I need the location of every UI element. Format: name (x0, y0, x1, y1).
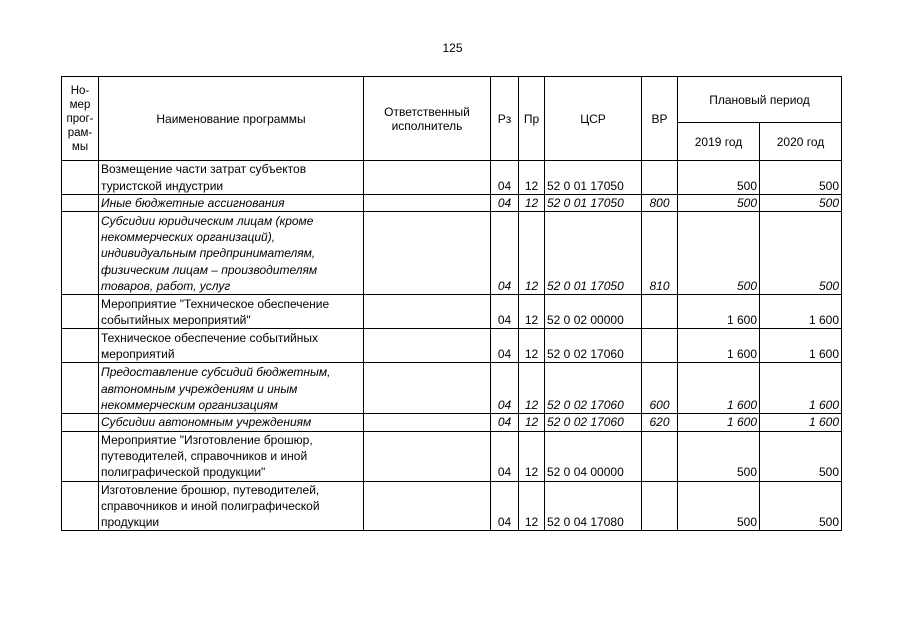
row-program-name: Техническое обеспечение событийных мероприятий (99, 329, 364, 363)
row-csr: 52 0 02 17060 (545, 414, 642, 431)
row-program-number (62, 329, 99, 363)
row-pr: 12 (519, 329, 545, 363)
row-value-2020: 500 (760, 195, 842, 212)
header-csr: ЦСР (545, 77, 642, 161)
row-program-number (62, 414, 99, 431)
row-value-2020: 1 600 (760, 363, 842, 414)
table-row (62, 414, 842, 431)
header-pr: Пр (519, 77, 545, 161)
row-executor (364, 161, 491, 195)
header-year-2020: 2020 год (760, 123, 842, 161)
table-row (62, 161, 842, 195)
header-year-2019: 2019 год (678, 123, 760, 161)
row-vr (642, 481, 678, 531)
row-executor (364, 195, 491, 212)
row-program-name: Субсидии автономным учреждениям (99, 414, 364, 431)
row-vr: 810 (642, 212, 678, 295)
row-executor (364, 431, 491, 481)
row-pr: 12 (519, 212, 545, 295)
row-csr: 52 0 04 00000 (545, 431, 642, 481)
row-pr: 12 (519, 161, 545, 195)
header-program-number: Но- мер прог- рам- мы (62, 77, 99, 161)
row-csr: 52 0 04 17080 (545, 481, 642, 531)
row-rz: 04 (491, 431, 519, 481)
row-rz: 04 (491, 414, 519, 431)
table-row (62, 295, 842, 329)
row-rz: 04 (491, 481, 519, 531)
row-vr: 800 (642, 195, 678, 212)
table-body (62, 161, 842, 531)
header-executor: Ответственный исполнитель (364, 77, 491, 161)
row-csr: 52 0 01 17050 (545, 161, 642, 195)
row-value-2019: 500 (678, 212, 760, 295)
row-vr (642, 295, 678, 329)
row-program-number (62, 212, 99, 295)
row-value-2020: 500 (760, 481, 842, 531)
header-vr: ВР (642, 77, 678, 161)
table-row (62, 481, 842, 531)
row-program-number (62, 195, 99, 212)
row-value-2019: 500 (678, 431, 760, 481)
row-value-2020: 500 (760, 161, 842, 195)
row-vr (642, 431, 678, 481)
row-program-number (62, 161, 99, 195)
row-program-number (62, 295, 99, 329)
row-vr: 620 (642, 414, 678, 431)
row-value-2019: 500 (678, 481, 760, 531)
row-csr: 52 0 01 17050 (545, 212, 642, 295)
table-row (62, 212, 842, 295)
row-program-name: Мероприятие "Изготовление брошюр, путеводителей, справочников и иной полиграфической продукции" (99, 431, 364, 481)
row-program-name: Иные бюджетные ассигнования (99, 195, 364, 212)
table-row (62, 195, 842, 212)
row-csr: 52 0 02 17060 (545, 329, 642, 363)
row-value-2020: 1 600 (760, 295, 842, 329)
header-program-name: Наименование программы (99, 77, 364, 161)
row-vr (642, 329, 678, 363)
row-program-name: Возмещение части затрат субъектов туристской индустрии (99, 161, 364, 195)
row-pr: 12 (519, 481, 545, 531)
row-program-name: Мероприятие "Техническое обеспечение событийных мероприятий" (99, 295, 364, 329)
row-value-2019: 1 600 (678, 363, 760, 414)
table-row (62, 431, 842, 481)
row-vr: 600 (642, 363, 678, 414)
page-number: 125 (442, 41, 463, 55)
row-value-2019: 1 600 (678, 414, 760, 431)
row-rz: 04 (491, 212, 519, 295)
row-pr: 12 (519, 295, 545, 329)
row-executor (364, 481, 491, 531)
header-rz: Рз (491, 77, 519, 161)
row-program-name: Изготовление брошюр, путеводителей, справочников и иной полиграфической продукции (99, 481, 364, 531)
row-rz: 04 (491, 161, 519, 195)
row-program-name: Субсидии юридическим лицам (кроме некоммерческих организаций), индивидуальным предпринимателям, физическим лицам – производителям товаров, работ, услуг (99, 212, 364, 295)
row-value-2020: 1 600 (760, 414, 842, 431)
row-executor (364, 295, 491, 329)
row-program-number (62, 363, 99, 414)
table-row (62, 363, 842, 414)
row-csr: 52 0 01 17050 (545, 195, 642, 212)
row-vr (642, 161, 678, 195)
row-executor (364, 329, 491, 363)
row-csr: 52 0 02 00000 (545, 295, 642, 329)
row-value-2020: 500 (760, 431, 842, 481)
row-program-name: Предоставление субсидий бюджетным, автономным учреждениям и иным некоммерческим организациям (99, 363, 364, 414)
row-value-2020: 500 (760, 212, 842, 295)
row-pr: 12 (519, 195, 545, 212)
header-planned-period: Плановый период (678, 77, 842, 123)
table-row (62, 329, 842, 363)
row-value-2019: 1 600 (678, 329, 760, 363)
row-rz: 04 (491, 363, 519, 414)
row-pr: 12 (519, 363, 545, 414)
row-executor (364, 212, 491, 295)
row-program-number (62, 431, 99, 481)
row-pr: 12 (519, 431, 545, 481)
row-executor (364, 414, 491, 431)
row-program-number (62, 481, 99, 531)
row-csr: 52 0 02 17060 (545, 363, 642, 414)
budget-table (61, 76, 842, 531)
row-executor (364, 363, 491, 414)
row-value-2019: 500 (678, 195, 760, 212)
row-value-2019: 500 (678, 161, 760, 195)
row-pr: 12 (519, 414, 545, 431)
row-value-2019: 1 600 (678, 295, 760, 329)
row-rz: 04 (491, 295, 519, 329)
row-rz: 04 (491, 329, 519, 363)
row-value-2020: 1 600 (760, 329, 842, 363)
row-rz: 04 (491, 195, 519, 212)
